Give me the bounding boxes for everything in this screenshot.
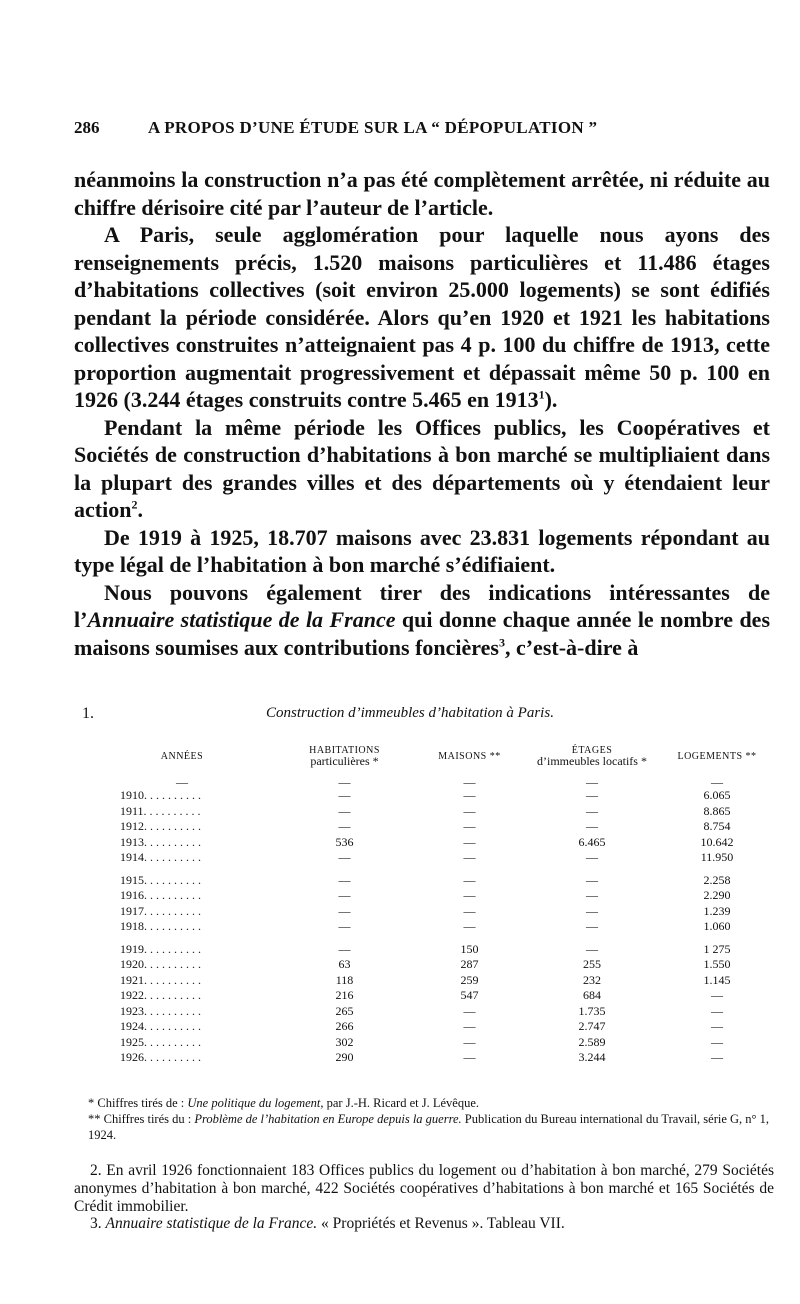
table-row — [82, 904, 782, 920]
table-cell: 266 — [335, 1019, 354, 1033]
table-caption: Construction d’immeubles d’habitation à Paris. — [266, 705, 554, 721]
table-cell: 232 — [583, 972, 601, 987]
table-cell: — — [463, 1050, 476, 1064]
table-cell: 2.747 — [578, 1019, 606, 1033]
table-year-cell: 1920. . . . . . . . . . — [120, 957, 201, 971]
table-cell: — — [586, 903, 598, 918]
table-row — [82, 888, 782, 904]
table-row — [82, 850, 782, 866]
body-text — [74, 166, 770, 661]
table-cell: 302 — [335, 1034, 354, 1049]
table-cell: — — [338, 919, 351, 933]
table-cell: — — [463, 1034, 476, 1049]
table-cell: — — [463, 903, 476, 918]
paragraph-1: néanmoins la construction n’a pas été complètement arrêtée, ni réduite au chiffre dérisoire cité par l’auteur de l’article. — [74, 167, 770, 220]
running-header — [74, 118, 694, 144]
table-cell: 287 — [460, 957, 479, 971]
table-cell: — — [463, 834, 476, 849]
table-cell: — — [711, 775, 723, 789]
paragraph-2-end: ). — [544, 387, 558, 412]
table-gap-cell — [407, 866, 532, 873]
table-note-2-prefix: ** Chiffres tirés du : — [88, 1112, 195, 1126]
footnotes — [74, 1162, 774, 1233]
table-row — [82, 819, 782, 835]
table-group-gap — [82, 935, 782, 942]
table-gap-cell — [652, 935, 782, 942]
table-cell: — — [586, 788, 598, 802]
table-cell: 1.060 — [703, 919, 731, 933]
table-cell: 265 — [335, 1003, 354, 1018]
table-cell: 8.754 — [703, 819, 731, 833]
table-cell: 1.550 — [703, 957, 731, 971]
table-row — [82, 788, 782, 804]
table-cell: — — [463, 788, 476, 802]
table-row — [82, 942, 782, 958]
table-year-cell: 1917. . . . . . . . . . — [120, 903, 201, 918]
table-cell: 547 — [460, 988, 479, 1002]
table-cell: — — [711, 988, 723, 1002]
table-cell: 6.465 — [578, 834, 606, 849]
footnote-ref-3: 3 — [498, 635, 505, 650]
table-cell: — — [338, 872, 351, 887]
table-cell: 8.865 — [703, 803, 731, 818]
table-cell: — — [338, 903, 351, 918]
table-note-2-suffix: Publication du Bureau international du Travail, série G, n° 1, 1924. — [88, 1112, 770, 1142]
table-cell: 536 — [335, 834, 354, 849]
table-cell: 3.244 — [578, 1050, 606, 1064]
table-year-cell: 1924. . . . . . . . . . — [120, 1019, 201, 1033]
table-cell: — — [463, 888, 476, 902]
table-cell: — — [463, 1019, 476, 1033]
table-note-1-title: Une politique du logement, — [187, 1096, 324, 1110]
footnote-1-number: 1. — [82, 705, 94, 722]
table-cell: — — [463, 775, 476, 789]
table-cell: — — [338, 850, 351, 864]
paragraph-3-end: . — [137, 497, 143, 522]
table-cell: 1.735 — [578, 1003, 606, 1018]
table-cell: 6.065 — [703, 788, 731, 802]
table-group-gap — [82, 866, 782, 873]
header-habitations-top: HABITATIONS — [309, 744, 380, 756]
table-row — [82, 1004, 782, 1020]
table-year-cell: 1913. . . . . . . . . . — [120, 834, 201, 849]
table-gap-cell — [82, 935, 282, 942]
table-cell: — — [586, 819, 598, 833]
paragraph-2 — [74, 221, 770, 414]
table-cell: 63 — [338, 957, 351, 971]
table-cell: — — [586, 919, 598, 933]
table-cell: — — [586, 803, 598, 818]
table-gap-cell — [652, 866, 782, 873]
table-year-cell: 1925. . . . . . . . . . — [120, 1034, 201, 1049]
table-cell: — — [338, 788, 351, 802]
table-cell: — — [338, 888, 351, 902]
table-cell: — — [711, 1003, 723, 1018]
table-notes — [74, 1095, 774, 1143]
header-years: ANNÉES — [160, 750, 204, 762]
table-cell: 2.290 — [703, 888, 731, 902]
table-cell: — — [463, 803, 476, 818]
table-row — [82, 988, 782, 1004]
table-row — [82, 873, 782, 889]
paragraph-2-text: A Paris, seule agglomération pour laquelle nous ayons des renseignements précis, 1.520 maisons particulières et 11.486 étages d’habitations collectives (soit environ 25.000 logements) se sont édifiés pendant la période considérée. Alors qu’en 1920 et 1921 les habitations collectives construites n’atteignaient pas 4 p. 100 du chiffre de 1913, cette proportion augmentait progressivement et dépassait même 50 p. 100 en 1926 (3.244 étages construits contre 5.465 en 1913 — [74, 222, 770, 412]
running-title: A PROPOS D’UNE ÉTUDE SUR LA “ DÉPOPULATION ” — [148, 118, 598, 137]
data-table — [82, 736, 782, 1066]
table-cell: 118 — [335, 972, 354, 987]
table-row — [82, 1035, 782, 1051]
table-year-cell: 1923. . . . . . . . . . — [120, 1003, 201, 1018]
table-row — [82, 835, 782, 851]
table-cell: — — [463, 850, 476, 864]
table-cell: — — [463, 919, 476, 933]
header-etages — [532, 736, 652, 776]
footnote-3-prefix: 3. — [90, 1215, 106, 1233]
table-cell: — — [586, 888, 598, 902]
table-cell: 259 — [460, 972, 479, 987]
header-habitations — [282, 736, 407, 776]
table-gap-cell — [407, 935, 532, 942]
table-cell: — — [711, 1019, 723, 1033]
table-year-cell: 1922. . . . . . . . . . — [120, 988, 201, 1002]
paragraph-5-start: Nous pouvons également tirer des indications intéressantes de l’ — [74, 579, 770, 632]
paragraph-4: De 1919 à 1925, 18.707 maisons avec 23.831 logements répondant au type légal de l’habitation à bon marché s’édifiaient. — [74, 524, 770, 577]
table-note-2-title: Problème de l’habitation en Europe depuis la guerre. — [194, 1112, 462, 1126]
table-cell: 2.589 — [578, 1034, 606, 1049]
page-number: 286 — [74, 118, 100, 137]
table-cell: — — [586, 941, 598, 956]
table-cell: 684 — [583, 988, 601, 1002]
table-dash-row — [82, 776, 782, 788]
footnote-3-title: Annuaire statistique de la France. — [105, 1215, 318, 1233]
table-cell: — — [338, 819, 351, 833]
footnote-ref-1: 1 — [538, 387, 545, 402]
table-cell: — — [338, 803, 351, 818]
table-year-cell: 1914. . . . . . . . . . — [120, 850, 201, 864]
table-note-1 — [74, 1095, 774, 1111]
table-year-cell: 1911. . . . . . . . . . — [120, 803, 201, 818]
table-gap-cell — [82, 866, 282, 873]
header-etages-sub: d’immeubles locatifs * — [537, 753, 647, 768]
table-cell: — — [463, 819, 476, 833]
table-cell: 150 — [460, 941, 479, 956]
table-cell: 1 275 — [703, 941, 731, 956]
table-year-cell: 1910. . . . . . . . . . — [120, 788, 201, 802]
table-cell: — — [463, 872, 476, 887]
table-cell: 255 — [583, 957, 601, 971]
table-row — [82, 919, 782, 935]
paragraph-5-end: , c’est-à-dire à — [504, 634, 639, 660]
table-cell: 11.950 — [700, 850, 734, 864]
table-cell: — — [463, 1003, 476, 1018]
table-cell: 1.239 — [703, 903, 731, 918]
table-year-cell: 1915. . . . . . . . . . — [120, 872, 201, 887]
table-row — [82, 1050, 782, 1066]
table-cell: — — [586, 775, 598, 789]
table-cell: 216 — [335, 988, 354, 1002]
table-year-cell: 1918. . . . . . . . . . — [120, 919, 201, 933]
paragraph-5 — [74, 579, 770, 662]
footnote-3 — [74, 1215, 774, 1233]
table-cell: 2.258 — [703, 872, 731, 887]
table-cell: — — [586, 872, 598, 887]
table-note-1-prefix: * Chiffres tirés de : — [88, 1096, 188, 1110]
table-cell: — — [586, 850, 598, 864]
table-cell: — — [338, 941, 351, 956]
table-note-2 — [74, 1111, 774, 1143]
table-body — [82, 776, 782, 1066]
footnote-2: 2. En avril 1926 fonctionnaient 183 Offices publics du logement ou d’habitation à bon marché, 279 Sociétés anonymes d’habitation à bon marché, 422 Sociétés coopératives d’habitations à bon marché et 165 Sociétés de Crédit immobilier. — [74, 1162, 774, 1215]
paragraph-5-mid: qui donne chaque année le nombre des maisons soumises aux contributions foncières — [74, 607, 771, 660]
table-row — [82, 804, 782, 820]
paragraph-3-text: Pendant la même période les Offices publics, les Coopératives et Sociétés de construction d’habitations à bon marché se multipliaient dans la plupart des grandes villes et des départements où y étendaient leur action — [74, 414, 770, 522]
table-cell: 10.642 — [700, 834, 734, 849]
footnote-ref-2: 2 — [131, 497, 138, 512]
table-year-cell: 1921. . . . . . . . . . — [120, 972, 201, 987]
table-gap-cell — [532, 866, 652, 873]
table-cell: 1.145 — [703, 972, 731, 987]
table-year-cell: 1912. . . . . . . . . . — [120, 819, 201, 833]
table-note-1-suffix: par J.-H. Ricard et J. Lévêque. — [323, 1096, 479, 1110]
table-year-cell: 1919. . . . . . . . . . — [120, 941, 201, 956]
table-cell: — — [711, 1050, 723, 1064]
construction-table — [82, 736, 782, 1066]
paragraph-3 — [74, 414, 770, 524]
table-row — [82, 957, 782, 973]
annuaire-title: Annuaire statistique de la France — [87, 607, 396, 632]
table-gap-cell — [282, 866, 407, 873]
table-cell: — — [176, 775, 188, 789]
table-gap-cell — [282, 935, 407, 942]
table-year-cell: 1916. . . . . . . . . . — [120, 888, 201, 902]
table-cell: — — [338, 775, 351, 789]
table-cell: 290 — [335, 1050, 354, 1064]
header-maisons: MAISONS ** — [438, 750, 501, 762]
table-row — [82, 973, 782, 989]
header-logements: LOGEMENTS ** — [677, 750, 757, 762]
footnote-3-suffix: « Propriétés et Revenus ». Tableau VII. — [317, 1215, 565, 1233]
header-etages-top: ÉTAGES — [571, 744, 613, 756]
header-habitations-sub: particulières * — [310, 753, 379, 768]
table-year-cell: 1926. . . . . . . . . . — [120, 1050, 201, 1064]
table-header-row — [82, 736, 782, 776]
table-cell: — — [711, 1034, 723, 1049]
table-row — [82, 1019, 782, 1035]
table-gap-cell — [532, 935, 652, 942]
